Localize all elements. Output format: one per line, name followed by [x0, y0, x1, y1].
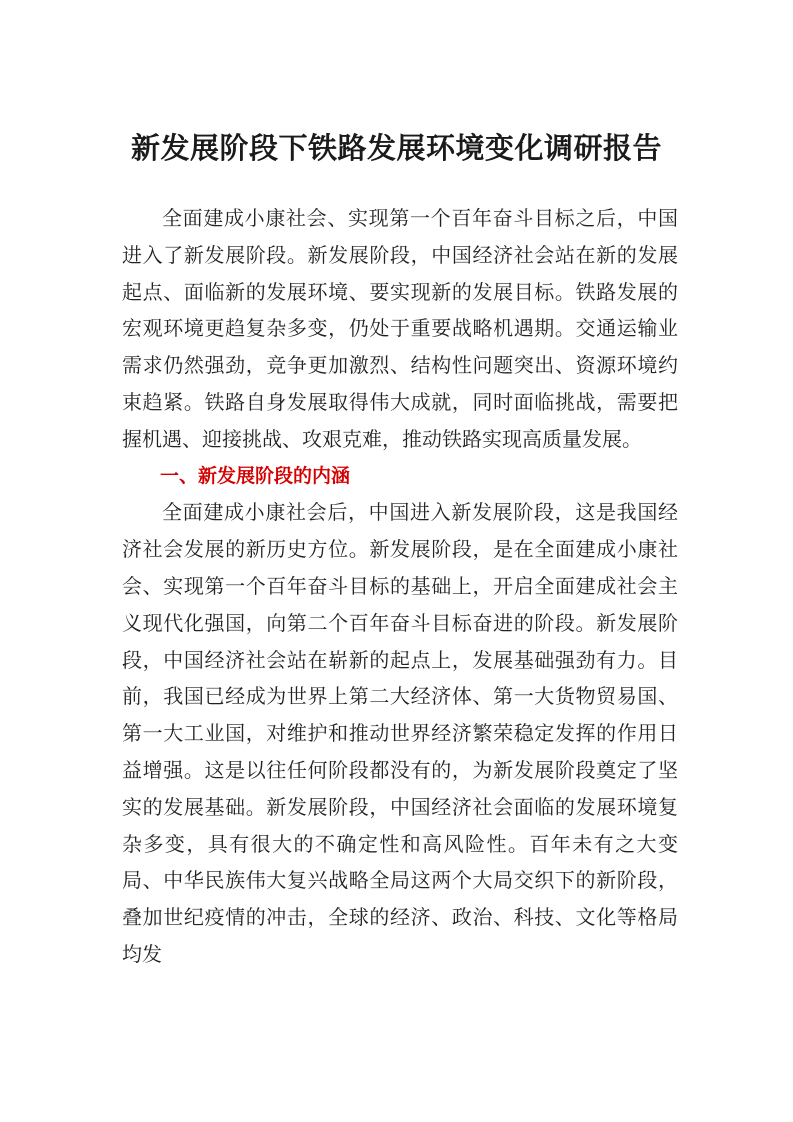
paragraph-section-1: 全面建成小康社会后，中国进入新发展阶段，这是我国经济社会发展的新历史方位。新发展阶段，是在全面建成小康社会、实现第一个百年奋斗目标的基础上，开启全面建成社会主义现代化强国，向第二个百年奋斗目标奋进的阶段。新发展阶段，中国经济社会站在崭新的起点上，发展基础强劲有力。目前，我国已经成为世界上第二大经济体、第一大货物贸易国、第一大工业国，对维护和推动世界经济繁荣稳定发挥的作用日益增强。这是以往任何阶段都没有的，为新发展阶段奠定了坚实的发展基础。新发展阶段，中国经济社会面临的发展环境复杂多变，具有很大的不确定性和高风险性。百年未有之大变局、中华民族伟大复兴战略全局这两个大局交织下的新阶段，叠加世纪疫情的冲击，全球的经济、政治、科技、文化等格局均发: [122, 500, 678, 966]
section-heading: 一、新发展阶段的内涵: [160, 464, 351, 487]
document-title: 新发展阶段下铁路发展环境变化调研报告: [130, 131, 662, 165]
paragraph-intro: 全面建成小康社会、实现第一个百年奋斗目标之后，中国进入了新发展阶段。新发展阶段，中国经济社会站在新的发展起点、面临新的发展环境、要实现新的发展目标。铁路发展的宏观环境更趋复杂多变，仍处于重要战略机遇期。交通运输业需求仍然强劲，竞争更加激烈、结构性问题突出、资源环境约束趋紧。铁路自身发展取得伟大成就，同时面临挑战，需要把握机遇、迎接挑战、攻艰克难，推动铁路实现高质量发展。: [122, 206, 678, 451]
document-body: [122, 200, 678, 973]
